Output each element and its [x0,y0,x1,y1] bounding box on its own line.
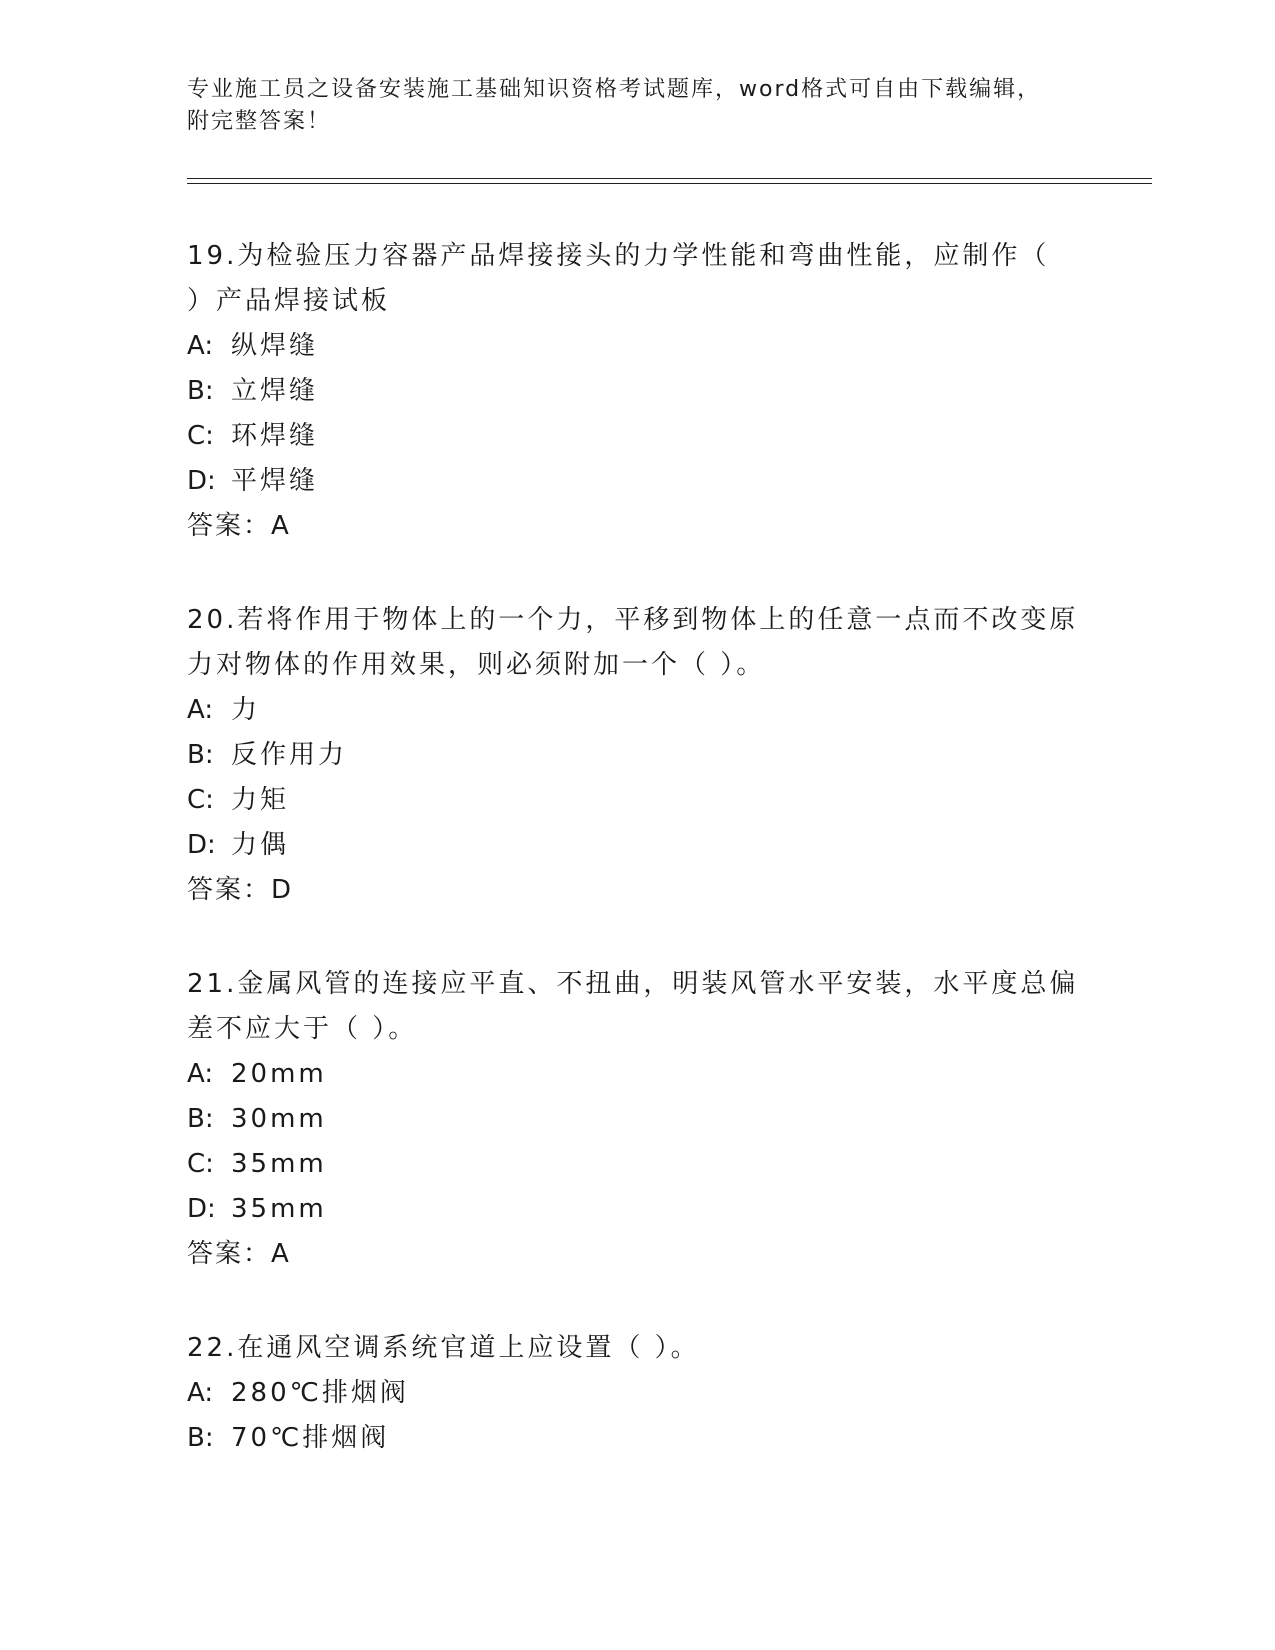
option-text: 70℃排烟阀 [231,1423,390,1453]
option-label: C: [187,785,214,815]
option-label: D: [187,1194,216,1224]
option-label: C: [187,1149,214,1179]
option-a [187,1052,1087,1097]
header-divider-bottom [187,183,1152,184]
option-label: A: [187,1059,214,1089]
answer: 答案：A [187,511,291,541]
option-label: B: [187,376,214,406]
question-stem-line-2: 力对物体的作用效果，则必须附加一个（ ）。 [187,650,766,680]
question-stem-line-2: ）产品焊接试板 [187,286,391,316]
option-c [187,1142,1087,1187]
option-b [187,733,1087,778]
question-stem-line-1: 21.金属风管的连接应平直、不扭曲，明装风管水平安装，水平度总偏 [187,969,1079,999]
question-stem-line-1: 22.在通风空调系统官道上应设置（ ）。 [187,1333,700,1363]
option-b [187,1416,1087,1461]
header-line-2: 附完整答案！ [187,109,332,134]
option-text: 20mm [231,1059,327,1089]
option-text: 35mm [231,1149,327,1179]
question-stem-line-1: 20.若将作用于物体上的一个力，平移到物体上的任意一点而不改变原 [187,605,1079,635]
option-d [187,823,1087,868]
option-text: 力偶 [231,830,290,860]
document-header [187,74,1087,138]
header-line-1: 专业施工员之设备安装施工基础知识资格考试题库，word格式可自由下载编辑， [187,77,1042,102]
question-stem-line-2: 差不应大于（ ）。 [187,1014,418,1044]
option-text: 立焊缝 [231,376,319,406]
question-stem-line-1: 19.为检验压力容器产品焊接接头的力学性能和弯曲性能，应制作（ [187,241,1050,271]
answer: 答案：D [187,875,294,905]
header-divider-top [187,178,1152,179]
option-label: A: [187,1378,214,1408]
question-19 [187,234,1087,549]
option-label: B: [187,1423,214,1453]
option-label: A: [187,695,214,725]
option-label: C: [187,421,214,451]
option-text: 纵焊缝 [231,331,319,361]
option-text: 30mm [231,1104,327,1134]
option-label: B: [187,740,214,770]
option-c [187,778,1087,823]
option-text: 力矩 [231,785,290,815]
option-d [187,1187,1087,1232]
option-label: B: [187,1104,214,1134]
option-label: D: [187,466,216,496]
option-text: 环焊缝 [231,421,319,451]
option-a [187,688,1087,733]
option-d [187,459,1087,504]
option-label: A: [187,331,214,361]
option-text: 平焊缝 [231,466,319,496]
option-a [187,324,1087,369]
option-b [187,1097,1087,1142]
option-text: 力 [231,695,261,725]
option-b [187,369,1087,414]
question-22 [187,1326,1087,1461]
option-text: 35mm [231,1194,327,1224]
option-text: 反作用力 [231,740,348,770]
question-21 [187,962,1087,1277]
option-a [187,1371,1087,1416]
option-text: 280℃排烟阀 [231,1378,409,1408]
answer: 答案：A [187,1239,291,1269]
question-20 [187,598,1087,913]
option-c [187,414,1087,459]
option-label: D: [187,830,216,860]
